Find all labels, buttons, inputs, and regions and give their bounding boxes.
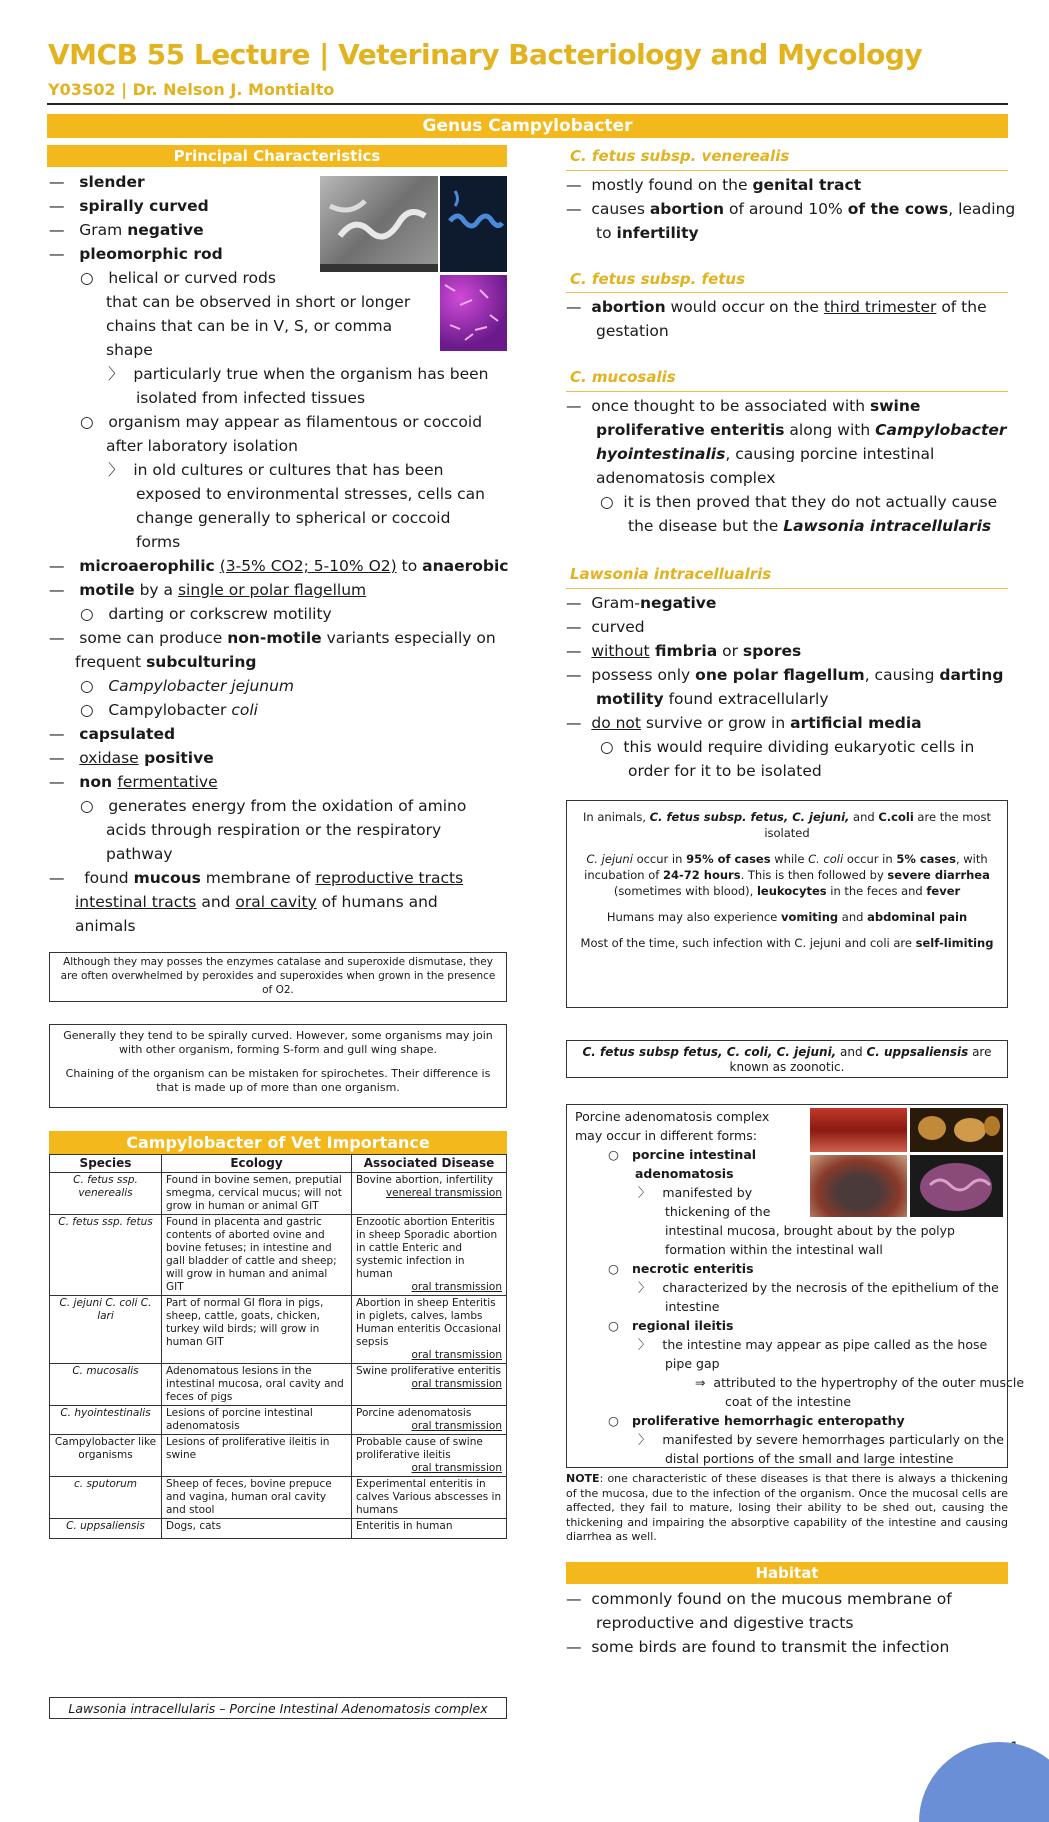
text-line: adenomatosis complex <box>596 469 776 487</box>
text-line: formation within the intestinal wall <box>665 1242 883 1257</box>
text-line: pathway <box>106 845 173 863</box>
sem-micrograph-image <box>320 176 438 272</box>
text-line: Porcine adenomatosis complex <box>575 1109 770 1124</box>
zoonotic-box: C. fetus subsp fetus, C. coli, C. jejuni, and C. uppsaliensis are known as zoonotic. <box>566 1040 1008 1078</box>
list-item: — abortion would occur on the third trimester of the <box>566 298 987 316</box>
text-line: pipe gap <box>665 1356 720 1371</box>
note-paragraph: Chaining of the organism can be mistaken for spirochetes. Their difference is that is made up of more than one organism. <box>65 1067 491 1094</box>
table-row <box>50 1364 507 1406</box>
list-item: — Gram-negative <box>566 594 717 612</box>
table-row <box>50 1215 507 1296</box>
species-cell: C. uppsaliensis <box>50 1519 162 1539</box>
intestine-histology-photo <box>910 1155 1003 1217</box>
genus-banner: Genus Campylobacter <box>47 114 1008 138</box>
list-item: ○ porcine intestinal <box>608 1147 757 1162</box>
list-item: 〉 the intestine may appear as pipe called as the hose <box>638 1337 988 1352</box>
list-item: ○ Campylobacter jejunum <box>80 677 295 695</box>
list-item: — commonly found on the mucous membrane of <box>566 1590 952 1608</box>
disease-cell: Porcine adenomatosis oral transmission <box>352 1406 507 1435</box>
info-paragraph: Humans may also experience vomiting and abdominal pain <box>606 910 968 924</box>
list-item: — possess only one polar flagellum, causing darting <box>566 666 1004 684</box>
list-item: — found mucous membrane of reproductive tracts <box>49 869 464 887</box>
list-item: ○ proliferative hemorrhagic enteropathy <box>608 1413 905 1428</box>
section-rule <box>566 391 1008 392</box>
column-header: Species <box>50 1155 162 1173</box>
list-item: ○ darting or corkscrew motility <box>80 605 332 623</box>
list-item: ○ organism may appear as filamentous or coccoid <box>80 413 483 431</box>
principal-characteristics-heading: Principal Characteristics <box>47 145 507 167</box>
list-item: ○ necrotic enteritis <box>608 1261 754 1276</box>
ecology-cell: Part of normal GI flora in pigs, sheep, cattle, goats, chicken, turkey wild birds; will grow in human GIT <box>162 1296 352 1364</box>
morphology-note-box <box>49 1024 507 1108</box>
text-line: that can be observed in short or longer <box>106 293 411 311</box>
spiral-bacterium-image <box>440 176 507 272</box>
text-line: to infertility <box>596 224 699 242</box>
document-title: VMCB 55 Lecture | Veterinary Bacteriology and Mycology <box>48 38 923 71</box>
list-item: 〉 manifested by severe hemorrhages particularly on the <box>638 1432 1004 1447</box>
info-paragraph: Most of the time, such infection with C. jejuni and coli are self-limiting <box>580 936 994 950</box>
vet-importance-heading: Campylobacter of Vet Importance <box>49 1131 507 1155</box>
habitat-heading: Habitat <box>566 1562 1008 1584</box>
list-item: — without fimbria or spores <box>566 642 802 660</box>
list-item: 〉 manifested by <box>638 1185 753 1200</box>
table-row <box>50 1173 507 1215</box>
list-item: — capsulated <box>49 725 176 743</box>
list-item: ○ Campylobacter coli <box>80 701 258 719</box>
intestine-photo-1 <box>810 1108 907 1152</box>
disease-cell: Enteritis in human <box>352 1519 507 1539</box>
section-rule <box>566 588 1008 589</box>
list-item: 〉 in old cultures or cultures that has been <box>108 461 444 479</box>
fetus-heading: C. fetus subsp. fetus <box>570 270 746 288</box>
text-line: forms <box>136 533 181 551</box>
clinical-info-box <box>566 800 1008 1008</box>
column-header: Ecology <box>162 1155 352 1173</box>
text-line: intestinal tracts and oral cavity of humans and <box>75 893 438 911</box>
species-cell: C. mucosalis <box>50 1364 162 1406</box>
porcine-note: NOTE: one characteristic of these diseases is that there is always a thickening of the mucosa, due to the infection of the organism. Once the mucosal cells are affected, they fail to mature, losing their ability to be shed out, causing the thickening and impairing the absorptive capability of the intestine and causing diarrhea as well. <box>566 1472 1008 1543</box>
text-line: gestation <box>596 322 669 340</box>
text-line: distal portions of the small and large intestine <box>665 1451 954 1466</box>
disease-cell: Bovine abortion, infertility venereal transmission <box>352 1173 507 1215</box>
section-rule <box>566 292 1008 293</box>
disease-cell: Probable cause of swine proliferative ileitis oral transmission <box>352 1435 507 1477</box>
text-line: may occur in different forms: <box>575 1128 757 1143</box>
disease-cell: Enzootic abortion Enteritis in sheep Sporadic abortion in cattle Enteric and systemic infection in human oral transmission <box>352 1215 507 1296</box>
intestine-photo-3 <box>810 1155 907 1217</box>
ecology-cell: Found in placenta and gastric contents of aborted ovine and bovine fetuses; in intestine and gall bladder of cattle and sheep; will grow in human and animal GIT <box>162 1215 352 1296</box>
table-row <box>50 1406 507 1435</box>
text-line: coat of the intestine <box>725 1394 852 1409</box>
table-row <box>50 1477 507 1519</box>
catalase-note-box: Although they may posses the enzymes catalase and superoxide dismutase, they are often overwhelmed by peroxides and superoxides when grown in the presence of O2. <box>49 952 507 1002</box>
list-item: — some can produce non-motile variants especially on <box>49 629 496 647</box>
ecology-cell: Found in bovine semen, preputial smegma, cervical mucus; will not grow in human or animal GIT <box>162 1173 352 1215</box>
list-item: — slender <box>49 173 145 191</box>
info-paragraph: In animals, C. fetus subsp. fetus, C. jejuni, and C.coli are the most isolated <box>583 810 991 840</box>
document-subtitle: Y03S02 | Dr. Nelson J. Montialto <box>48 80 335 99</box>
text-line: change generally to spherical or coccoid <box>136 509 451 527</box>
list-item: — do not survive or grow in artificial media <box>566 714 922 732</box>
text-line: exposed to environmental stresses, cells can <box>136 485 485 503</box>
text-line: hyointestinalis, causing porcine intestinal <box>596 445 935 463</box>
info-paragraph: C. jejuni occur in 95% of cases while C. coli occur in 5% cases, with incubation of 24-72 hours. This is then followed by severe diarrhea (sometimes with blood), leukocytes in the feces and fever <box>584 852 990 898</box>
ecology-cell: Sheep of feces, bovine prepuce and vagina, human oral cavity and stool <box>162 1477 352 1519</box>
table-row <box>50 1435 507 1477</box>
text-line: acids through respiration or the respiratory <box>106 821 442 839</box>
text-line: chains that can be in V, S, or comma <box>106 317 393 335</box>
species-cell: Campylobacter like organisms <box>50 1435 162 1477</box>
note-paragraph: Generally they tend to be spirally curved. However, some organisms may join with other organism, forming S-form and gull wing shape. <box>63 1029 493 1056</box>
gram-stain-image <box>440 275 507 351</box>
list-item: ○ helical or curved rods <box>80 269 276 287</box>
list-item: 〉 particularly true when the organism has been <box>108 365 489 383</box>
list-item: ○ regional ileitis <box>608 1318 734 1333</box>
text-line: intestine <box>665 1299 720 1314</box>
text-line: intestinal mucosa, brought about by the polyp <box>665 1223 955 1238</box>
decorative-corner-shape <box>919 1742 1049 1822</box>
species-cell: c. sputorum <box>50 1477 162 1519</box>
list-item: — curved <box>566 618 645 636</box>
column-header: Associated Disease <box>352 1155 507 1173</box>
lawsonia-heading: Lawsonia intracellualris <box>570 565 772 583</box>
table-row <box>50 1296 507 1364</box>
text-line: after laboratory isolation <box>106 437 298 455</box>
ecology-cell: Lesions of proliferative ileitis in swine <box>162 1435 352 1477</box>
species-cell: C. hyointestinalis <box>50 1406 162 1435</box>
disease-cell: Abortion in sheep Enteritis in piglets, calves, lambs Human enteritis Occasional sepsis oral transmission <box>352 1296 507 1364</box>
list-item: — causes abortion of around 10% of the cows, leading <box>566 200 1016 218</box>
table-row <box>50 1519 507 1539</box>
list-item: ○ generates energy from the oxidation of amino <box>80 797 467 815</box>
text-line: the disease but the Lawsonia intracellularis <box>628 517 992 535</box>
list-item: ○ this would require dividing eukaryotic cells in <box>600 738 975 756</box>
ecology-cell: Adenomatous lesions in the intestinal mucosa, oral cavity and feces of pigs <box>162 1364 352 1406</box>
list-item: — some birds are found to transmit the infection <box>566 1638 950 1656</box>
text-line: reproductive and digestive tracts <box>596 1614 854 1632</box>
text-line: adenomatosis <box>635 1166 734 1181</box>
species-cell: C. fetus ssp. venerealis <box>50 1173 162 1215</box>
lawsonia-note-box: Lawsonia intracellularis – Porcine Intestinal Adenomatosis complex <box>49 1697 507 1719</box>
section-rule <box>566 170 1008 171</box>
list-item: 〉 characterized by the necrosis of the epithelium of the <box>638 1280 999 1295</box>
list-item: ⇒ attributed to the hypertrophy of the outer muscle <box>695 1375 1025 1390</box>
list-item: — Gram negative <box>49 221 204 239</box>
ecology-cell: Lesions of porcine intestinal adenomatosis <box>162 1406 352 1435</box>
species-cell: C. jejuni C. coli C. lari <box>50 1296 162 1364</box>
intestine-photo-2 <box>910 1108 1003 1152</box>
list-item: — mostly found on the genital tract <box>566 176 862 194</box>
ecology-cell: Dogs, cats <box>162 1519 352 1539</box>
text-line: frequent subculturing <box>75 653 257 671</box>
list-item: ○ it is then proved that they do not actually cause <box>600 493 998 511</box>
text-line: order for it to be isolated <box>628 762 822 780</box>
list-item: — spirally curved <box>49 197 209 215</box>
list-item: — oxidase positive <box>49 749 214 767</box>
text-line: motility found extracellularly <box>596 690 829 708</box>
list-item: — motile by a single or polar flagellum <box>49 581 367 599</box>
text-line: thickening of the <box>665 1204 771 1219</box>
venerealis-heading: C. fetus subsp. venerealis <box>570 147 790 165</box>
list-item: — once thought to be associated with swine <box>566 397 921 415</box>
mucosalis-heading: C. mucosalis <box>570 368 676 386</box>
disease-cell: Swine proliferative enteritis oral transmission <box>352 1364 507 1406</box>
header-rule <box>47 103 1008 105</box>
vet-importance-table <box>49 1154 507 1539</box>
species-cell: C. fetus ssp. fetus <box>50 1215 162 1296</box>
list-item: — non fermentative <box>49 773 218 791</box>
text-line: isolated from infected tissues <box>136 389 366 407</box>
disease-cell: Experimental enteritis in calves Various abscesses in humans <box>352 1477 507 1519</box>
text-line: shape <box>106 341 153 359</box>
text-line: animals <box>75 917 136 935</box>
text-line: proliferative enteritis along with Campylobacter <box>596 421 1007 439</box>
list-item: — pleomorphic rod <box>49 245 223 263</box>
list-item: — microaerophilic (3-5% CO2; 5-10% O2) to anaerobic <box>49 557 509 575</box>
